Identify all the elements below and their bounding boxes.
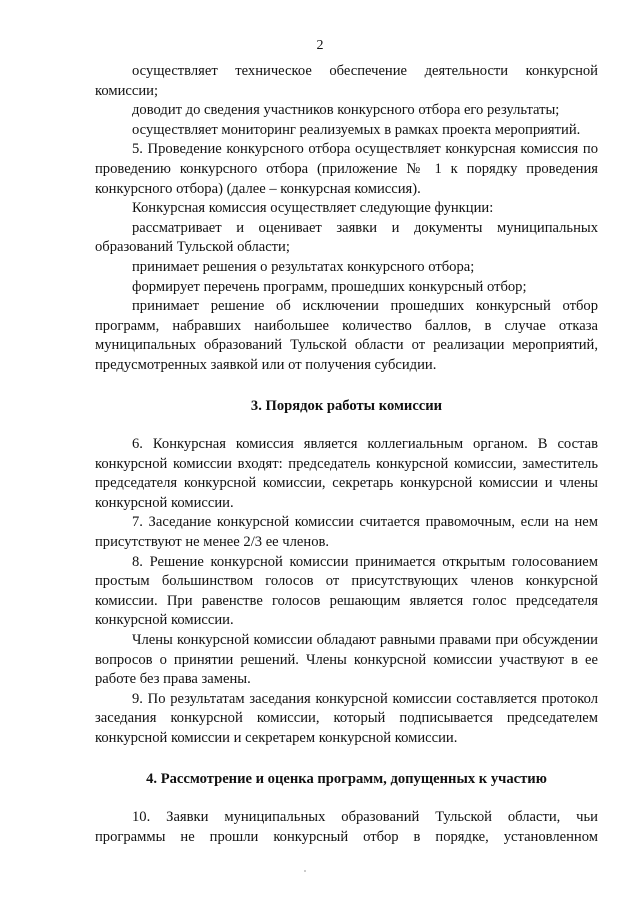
paragraph: принимает решения о результатах конкурсного отбора;	[132, 258, 475, 275]
section-heading: 4. Рассмотрение и оценка программ, допущенных к участию	[146, 770, 547, 787]
paragraph: доводит до сведения участников конкурсного отбора его результаты;	[132, 102, 560, 119]
paragraph: 6. Конкурсная комиссия является коллегиальным органом. В состав конкурсной комиссии входят: председатель конкурсной комиссии, заместитель председателя конкурсной комиссии, секретарь конкурсной комиссии и члены конкурсной комиссии.	[95, 436, 598, 511]
paragraph: Конкурсная комиссия осуществляет следующие функции:	[132, 200, 494, 217]
paragraph: Члены конкурсной комиссии обладают равными правами при обсуждении вопросов о принятии решений. Члены конкурсной комиссии участвуют в ее работе без права замены.	[95, 632, 598, 688]
paragraph: принимает решение об исключении прошедших конкурсный отбор программ, набравших наибольшее количество баллов, в случае отказа муниципальных образований Тульской области от реализации мероприятий, предусмотренных заявкой или от получения субсидии.	[95, 298, 598, 373]
paragraph: формирует перечень программ, прошедших конкурсный отбор;	[132, 278, 527, 295]
paragraph: 5. Проведение конкурсного отбора осуществляет конкурсная комиссия по проведению конкурсного отбора (приложение № 1 к порядку проведения конкурсного отбора) (далее – конкурсная комиссия).	[95, 141, 598, 197]
paragraph: 8. Решение конкурсной комиссии принимается открытым голосованием простым большинством голосов от присутствующих членов конкурсной комиссии. При равенстве голосов решающим является голос председателя конкурсной комиссии.	[95, 553, 598, 629]
paragraph: рассматривает и оценивает заявки и документы муниципальных образований Тульской области;	[95, 219, 598, 256]
paragraph: осуществляет мониторинг реализуемых в рамках проекта мероприятий.	[132, 121, 581, 138]
paragraph: осуществляет техническое обеспечение деятельности конкурсной комиссии;	[95, 63, 598, 99]
paragraph: 7. Заседание конкурсной комиссии считается правомочным, если на нем присутствуют не менее 2/3 ее членов.	[95, 514, 598, 551]
page-number: 2	[316, 38, 324, 53]
section-heading: 3. Порядок работы комиссии	[250, 397, 443, 414]
paragraph: 10. Заявки муниципальных образований Тульской области, чьи программы не прошли конкурсный отбор в порядке, установленном	[95, 809, 598, 845]
scan-artifact	[304, 870, 306, 872]
paragraph: 9. По результатам заседания конкурсной комиссии составляется протокол заседания конкурсной комиссии, который подписывается председателем конкурсной комиссии и секретарем конкурсной комиссии.	[95, 690, 598, 746]
document-body	[95, 62, 598, 847]
